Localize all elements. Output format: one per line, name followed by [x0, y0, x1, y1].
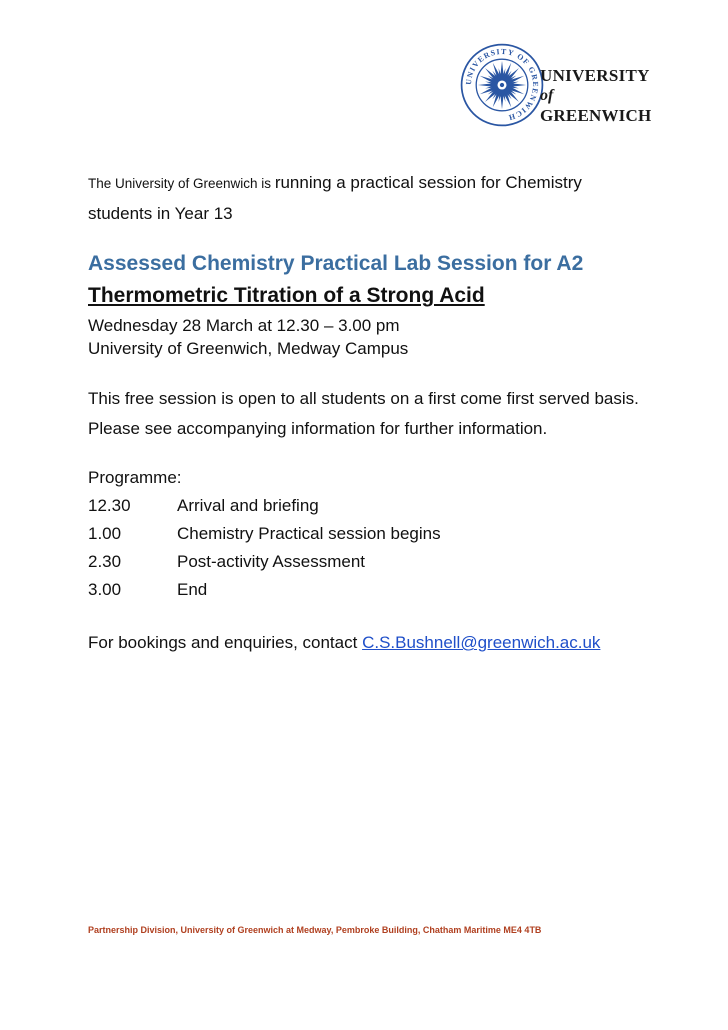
- contact-line: [88, 633, 600, 653]
- info-paragraph: This free session is open to all students on a first come first served basis. Please see accompanying information for further information.: [88, 389, 639, 438]
- logo-line-university: UNIVERSITY: [540, 66, 650, 85]
- intro-part1: The University of Greenwich is: [88, 176, 275, 191]
- programme-title: Programme:: [88, 468, 182, 487]
- university-logo: [455, 40, 652, 132]
- intro-text: [88, 168, 648, 229]
- contact-text: For bookings and enquiries, contact: [88, 633, 363, 652]
- programme-activity: Arrival and briefing: [177, 496, 319, 515]
- event-venue: University of Greenwich, Medway Campus: [88, 339, 409, 358]
- event-headline: Assessed Chemistry Practical Lab Session for A2: [88, 252, 584, 275]
- footer-address: Partnership Division, University of Greenwich at Medway, Pembroke Building, Chatham Maritime ME4 4TB: [88, 925, 542, 935]
- programme-time: 12.30: [88, 496, 131, 515]
- programme-time: 3.00: [88, 580, 122, 599]
- logo-line-greenwich: GREENWICH: [540, 106, 652, 125]
- intro-part2: running a practical session for Chemistry students in Year 13: [88, 173, 582, 223]
- programme-activity: Post-activity Assessment: [177, 552, 366, 571]
- logo-line-of: of: [540, 87, 554, 104]
- programme-time: 1.00: [88, 524, 122, 543]
- compass-seal-icon: [459, 42, 545, 128]
- programme-time: 2.30: [88, 552, 122, 571]
- contact-email-link[interactable]: C.S.Bushnell@greenwich.ac.uk: [362, 633, 601, 652]
- logo-wordmark: [540, 66, 651, 126]
- programme-activity: Chemistry Practical session begins: [177, 524, 441, 543]
- event-date: Wednesday 28 March at 12.30 – 3.00 pm: [88, 316, 400, 335]
- event-subtitle: Thermometric Titration of a Strong Acid: [88, 284, 485, 307]
- seal-ring-text: UNIVERSITY OF GREENWICH: [463, 46, 540, 123]
- programme-activity: End: [177, 580, 208, 599]
